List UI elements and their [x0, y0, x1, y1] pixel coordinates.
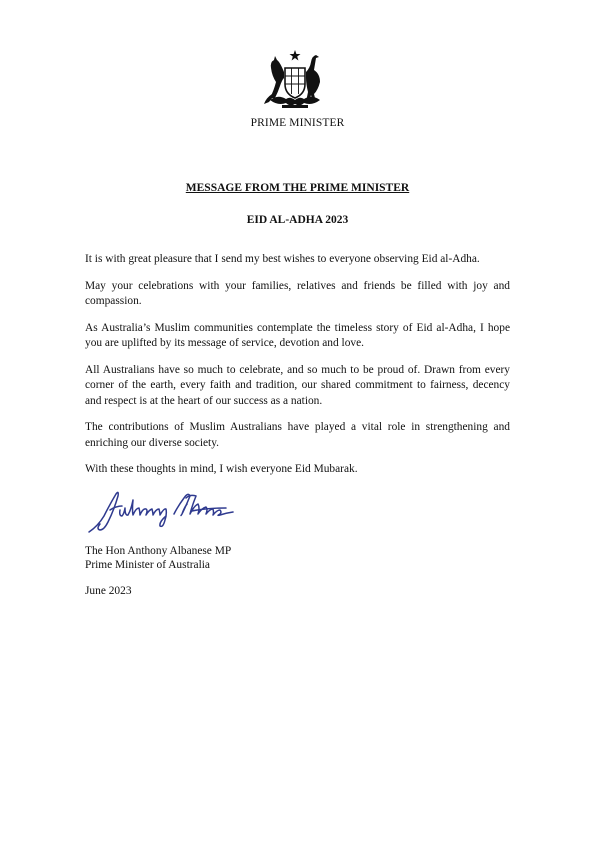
- paragraph: May your celebrations with your families, relatives and friends be filled with joy and compassion.: [85, 279, 510, 307]
- page-subtitle: EID AL-ADHA 2023: [246, 214, 349, 226]
- signature-image: [86, 486, 236, 536]
- letter-date: June 2023: [85, 585, 132, 597]
- letter-body: [85, 252, 510, 489]
- signoff-role: Prime Minister of Australia: [85, 559, 210, 571]
- letterhead-office: PRIME MINISTER: [250, 117, 345, 129]
- page-title: MESSAGE FROM THE PRIME MINISTER: [185, 182, 410, 194]
- paragraph: All Australians have so much to celebrate, and so much to be proud of. Drawn from every corner of the earth, every faith and tradition, our shared commitment to fairness, decency and respect is at the heart of our success as a nation.: [85, 363, 510, 407]
- paragraph: The contributions of Muslim Australians have played a vital role in strengthening and enriching our diverse society.: [85, 421, 510, 449]
- paragraph: It is with great pleasure that I send my best wishes to everyone observing Eid al-Adha.: [85, 253, 480, 265]
- paragraph: With these thoughts in mind, I wish everyone Eid Mubarak.: [85, 463, 358, 475]
- coat-of-arms-icon: [260, 48, 330, 110]
- signoff-name: The Hon Anthony Albanese MP: [85, 545, 232, 557]
- signoff-block: [85, 544, 231, 572]
- paragraph: As Australia’s Muslim communities contemplate the timeless story of Eid al-Adha, I hope you are uplifted by its message of service, devotion and love.: [85, 321, 510, 349]
